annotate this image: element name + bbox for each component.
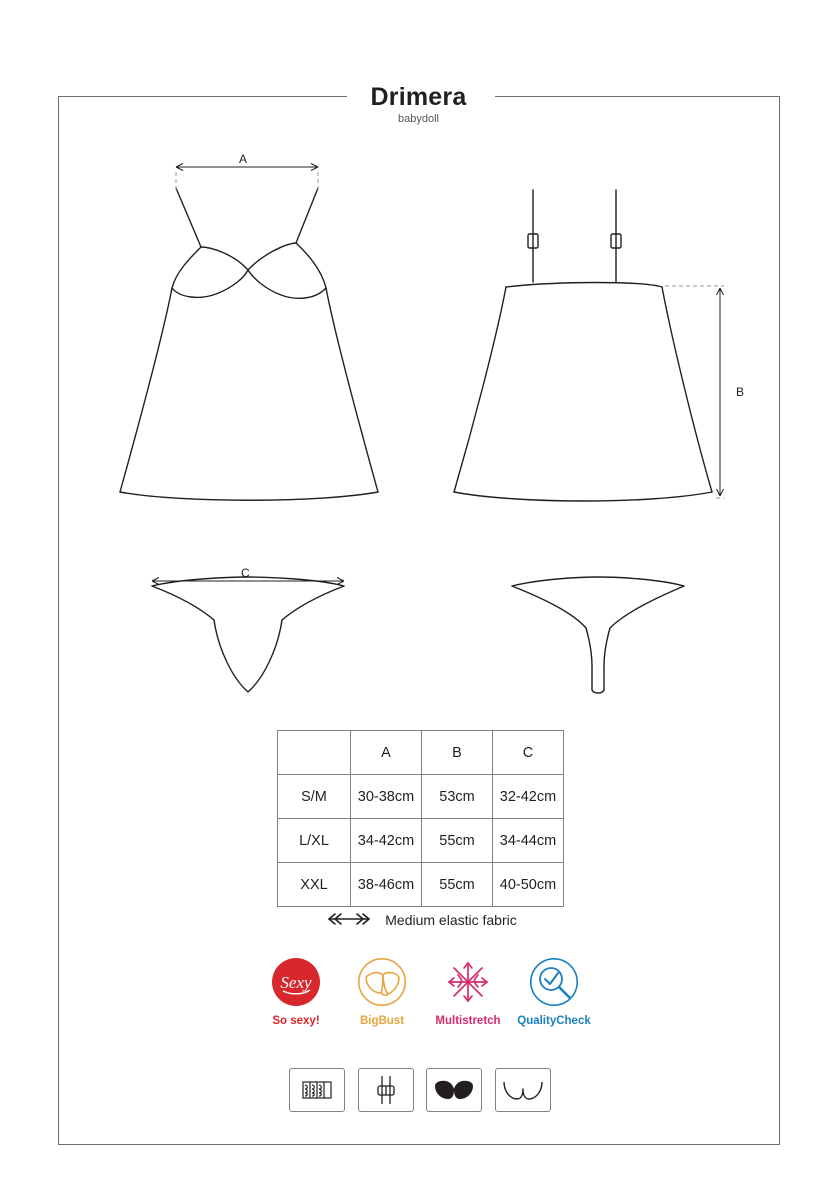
dimension-label-b: B (736, 385, 745, 399)
cell-xxl-a: 38-46cm (351, 863, 422, 907)
elastic-fabric-text: Medium elastic fabric (385, 912, 517, 928)
feature-qualitycheck (513, 955, 595, 1027)
table-row (278, 863, 564, 907)
qualitycheck-icon (513, 955, 595, 1009)
table-col-header-c: C (493, 731, 564, 775)
product-name: Drimera (370, 83, 467, 111)
feature-multistretch (427, 955, 509, 1027)
svg-text:Sexy: Sexy (280, 973, 312, 992)
feature-so-sexy (255, 955, 337, 1027)
table-col-header-b: B (422, 731, 493, 775)
stretch-arrow-icon (323, 912, 375, 928)
padded-cup-icon (426, 1068, 482, 1112)
adjustable-strap-icon (358, 1068, 414, 1112)
table-col-header-a: A (351, 731, 422, 775)
table-row (278, 819, 564, 863)
construction-icons (289, 1068, 551, 1112)
table-corner-cell (278, 731, 351, 775)
cell-sm-c: 32-42cm (493, 775, 564, 819)
soft-cup-icon (495, 1068, 551, 1112)
cell-lxl-c: 34-44cm (493, 819, 564, 863)
hook-and-eye-closure-icon (289, 1068, 345, 1112)
dimension-label-a: A (239, 152, 248, 166)
table-row (278, 775, 564, 819)
table-row-header-sm: S/M (278, 775, 351, 819)
stretch-arrow-svg (323, 912, 375, 926)
cell-lxl-a: 34-42cm (351, 819, 422, 863)
cell-xxl-c: 40-50cm (493, 863, 564, 907)
product-type: babydoll (398, 113, 439, 125)
cell-sm-b: 53cm (422, 775, 493, 819)
feature-badges (255, 955, 595, 1027)
feature-label-bigbust: BigBust (359, 1015, 405, 1027)
sexy-badge-icon (255, 955, 337, 1009)
multistretch-icon (427, 955, 509, 1009)
table-row-header-lxl: L/XL (278, 819, 351, 863)
dimension-label-c: C (241, 566, 250, 580)
feature-bigbust (341, 955, 423, 1027)
table-row-header-xxl: XXL (278, 863, 351, 907)
cell-sm-a: 30-38cm (351, 775, 422, 819)
product-title-block (0, 83, 837, 126)
elastic-fabric-note (277, 912, 563, 928)
cell-xxl-b: 55cm (422, 863, 493, 907)
size-table (277, 730, 564, 907)
cell-lxl-b: 55cm (422, 819, 493, 863)
feature-label-qualitycheck: QualityCheck (517, 1015, 591, 1027)
feature-label-so-sexy: So sexy! (272, 1015, 320, 1027)
table-header-row (278, 731, 564, 775)
bigbust-icon (341, 955, 423, 1009)
feature-label-multistretch: Multistretch (435, 1015, 501, 1027)
